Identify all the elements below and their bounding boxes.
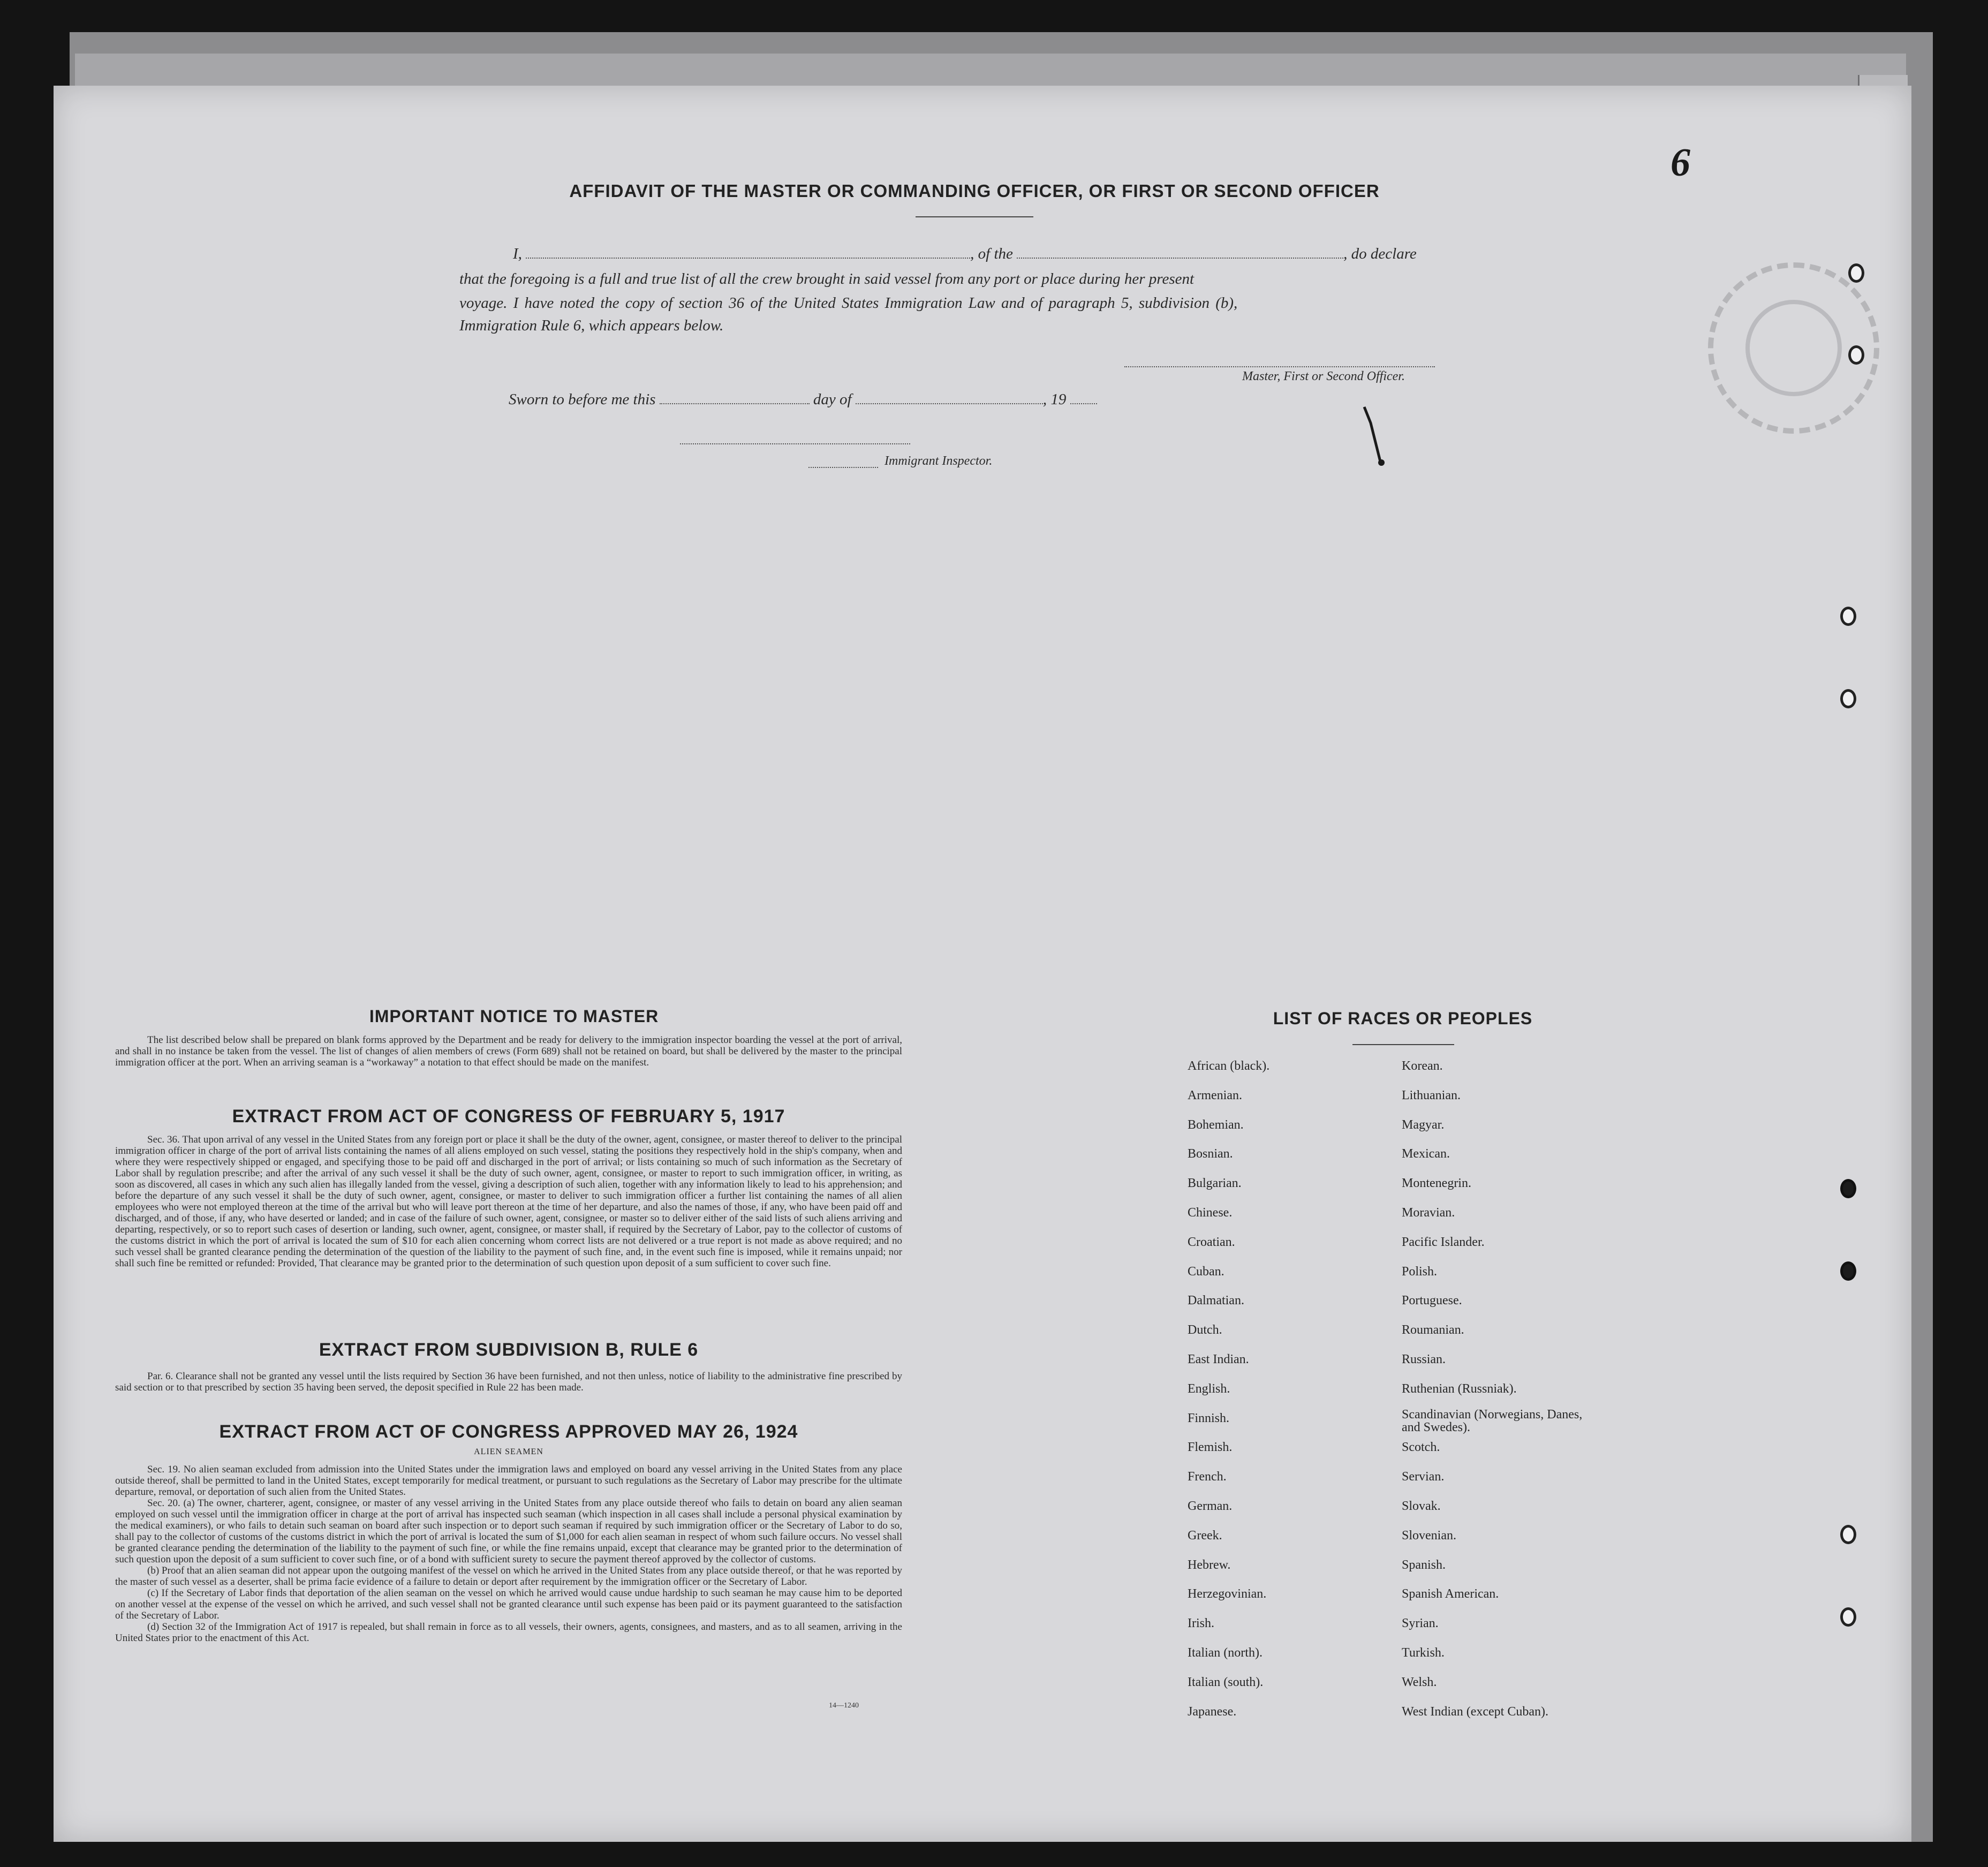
punch-hole-3 [1840,607,1856,626]
of-the-label: , of the [970,245,1013,262]
inspector-signature-line-2 [808,467,878,468]
sec-19-paragraph: Sec. 19. No alien seaman excluded from admission into the United States under the immigration laws and employed on board any vessel arriving in the United States from any place outside thereof, shall be permitted to land in the United States, except temporarily for medical treatment, or pursuant to such regulations as the Secretary of Labor may prescribe for the ultimate departure, removal, or deportation of such alien from the United States. [115,1464,902,1498]
race-item-col2-7: Pacific Islander. [1402,1235,1485,1249]
sec-20c-paragraph: (c) If the Secretary of Labor finds that deportation of the alien seaman on the vessel on which he arrived would cause undue hardship to such seaman he may cause him to be deported on another vessel at the expense of the vessel on which he arrived, and such vessel shall not be granted clearance until such expense has been paid or its payment guaranteed to the satisfaction of the Secretary of Labor. [115,1588,902,1621]
race-item-col2-14: Scotch. [1402,1440,1440,1455]
extract-rule6-body: Par. 6. Clearance shall not be granted any vessel until the lists required by Section 36 have been furnished, and not then unless, notice of liability to the administrative fine prescribed by said section or to that prescribed by section 35 having been served, the deposit specified in Rule 22 has been made. [115,1371,902,1393]
races-title-rule [1352,1044,1454,1045]
race-item-col1-10: Dutch. [1188,1323,1222,1337]
sworn-line [509,391,1097,409]
master-signature-label: Master, First or Second Officer. [1242,369,1405,383]
handwritten-stroke [1355,402,1397,471]
race-item-col1-23: Japanese. [1188,1704,1237,1719]
race-item-col1-9: Dalmatian. [1188,1294,1244,1308]
affidavit-line-1 [513,245,1417,263]
race-item-col2-11: Russian. [1402,1352,1446,1366]
race-item-col1-4: Bosnian. [1188,1147,1233,1161]
race-item-col1-20: Irish. [1188,1616,1214,1631]
alien-seamen-subtitle: ALIEN SEAMEN [474,1447,543,1456]
affidavit-title-rule [916,216,1033,217]
race-item-col1-13: Finnish. [1188,1411,1230,1425]
race-item-col1-18: Hebrew. [1188,1558,1231,1572]
form-number: 14—1240 [829,1702,859,1710]
day-of-label: day of [813,391,852,408]
race-item-col1-8: Cuban. [1188,1264,1224,1279]
race-item-col1-19: Herzegovinian. [1188,1587,1267,1601]
extract-1924-title: EXTRACT FROM ACT OF CONGRESS APPROVED MAY 26, 1924 [219,1422,798,1442]
race-item-col2-9: Portuguese. [1402,1294,1462,1308]
vessel-blank[interactable] [1017,258,1343,259]
year-label: , 19 [1042,391,1067,408]
race-item-col2-4: Mexican. [1402,1147,1450,1161]
race-item-col1-1: African (black). [1188,1059,1270,1073]
race-item-col2-10: Roumanian. [1402,1323,1464,1337]
race-item-col1-14: Flemish. [1188,1440,1233,1455]
race-item-col2-6: Moravian. [1402,1206,1455,1220]
punch-hole-4 [1840,689,1856,708]
inspector-label: Immigrant Inspector. [885,454,993,468]
race-item-col2-18: Spanish. [1402,1558,1446,1572]
race-item-col2-1: Korean. [1402,1059,1443,1073]
affidavit-line-4: Immigration Rule 6, which appears below. [459,317,724,334]
race-item-col2-20: Syrian. [1402,1616,1439,1631]
race-item-col2-17: Slovenian. [1402,1528,1456,1543]
race-item-col2-8: Polish. [1402,1264,1438,1279]
race-item-col1-22: Italian (south). [1188,1675,1264,1689]
sec-20a-paragraph: Sec. 20. (a) The owner, charterer, agent, consignee, or master of any vessel arriving in the United States from any place outside thereof who fails to detain on board any alien seaman employed on such vessel until the immigration officer in charge at the port of arrival has inspected such seaman (which inspection in all cases shall include a personal physical examination by the medical examiners), or who fails to detain such seaman on board after such inspection or to deport such seaman if required by such immigration officer or the Secretary of Labor to do so, shall pay to the collector of customs of the customs district in which the port of arrival is located the sum of $1,000 for each alien seaman in respect of whom such failure occurs. No vessel shall be granted clearance pending the determination of the liability to the payment of such fine, or while the fine remains unpaid, except that clearance may be granted prior to the determination of such question upon the deposit of a sum sufficient to cover such fine, or of a bond with sufficient surety to secure the payment thereof approved by the collector of customs. [115,1498,902,1565]
race-item-col2-19: Spanish American. [1402,1587,1499,1601]
sworn-month-blank[interactable] [856,403,1043,404]
race-item-col1-21: Italian (north). [1188,1646,1263,1660]
races-title: LIST OF RACES OR PEOPLES [1273,1009,1533,1028]
race-item-col1-2: Armenian. [1188,1088,1242,1102]
extract-1917-title: EXTRACT FROM ACT OF CONGRESS OF FEBRUARY 5, 1917 [232,1106,785,1127]
handwritten-page-number: 6 [1670,141,1690,185]
sworn-label: Sworn to before me this [509,391,656,408]
race-item-col2-23: West Indian (except Cuban). [1402,1704,1548,1719]
extract-1924-body [115,1464,902,1644]
do-declare-label: , do declare [1343,245,1417,262]
sec-20d-paragraph: (d) Section 32 of the Immigration Act of 1917 is repealed, but shall remain in force as to all vessels, their owners, agents, consignees, and masters, and as to all seamen, arriving in the United States prior to the enactment of this Act. [115,1621,902,1644]
race-item-col2-3: Magyar. [1402,1117,1445,1132]
race-item-col1-12: English. [1188,1381,1230,1396]
extract-rule6-title: EXTRACT FROM SUBDIVISION B, RULE 6 [319,1340,699,1360]
race-item-col2-2: Lithuanian. [1402,1088,1461,1102]
extract-1917-body: Sec. 36. That upon arrival of any vessel in the United States from any foreign port or place it shall be the duty of the owner, agent, consignee, or master thereof to deliver to the principal immigration officer in charge of the port of arrival lists containing the names of all aliens employed on such vessel, stating the positions they respectively hold in the ship's company, when and where they were respectively shipped or engaged, and specifying those to be paid off and discharged in the port of arrival; or lists containing so much of such information as the Secretary of Labor shall by regulation prescribe; and after the arrival of any such vessel it shall be the duty of such owner, agent, consignee, or master to report to such immigration officer, in writing, as soon as discovered, all cases in which any such alien has illegally landed from the vessel, giving a description of such alien, together with any information likely to lead to his apprehension; and before the departure of any such vessel it shall be the duty of such owner, agent, consignee, or master to deliver to such immigration officer a further list containing the names of all alien employees who were not employed thereon at the time of the arrival but who will leave port thereon at the time of her departure, and also the names of those, if any, who have been paid off and discharged, and of those, if any, who have deserted or landed; and in case of the failure of such owner, agent, consignee, or master so to deliver either of the said lists of such aliens arriving and departing, respectively, or so to report such cases of desertion or landing, such owner, agent, consignee, or master shall, if required by the Secretary of Labor, pay to the collector of customs of the customs district in which the port of arrival is located the sum of $10 for each alien concerning whom correct lists are not delivered or a true report is not made as above required; and no such vessel shall be granted clearance pending the determination of the question of the liability to the payment of such fine, and, in the event such fine is imposed, while it remains unpaid; nor shall such fine be remitted or refunded: Provided, That clearance may be granted prior to the determination of such question upon deposit of a sum sufficient to cover such fine. [115,1134,902,1269]
race-item-col1-11: East Indian. [1188,1352,1249,1366]
punch-hole-8 [1840,1607,1856,1627]
seal-center [1745,300,1842,396]
sec-20b-paragraph: (b) Proof that an alien seaman did not appear upon the outgoing manifest of the vessel on which he arrived in the United States from any place outside thereof, or that he was reported by the master of such vessel as a deserter, shall be prima facie evidence of a failure to detain or deport after requirement by the immigration officer or the Secretary of Labor. [115,1565,902,1588]
notice-title: IMPORTANT NOTICE TO MASTER [369,1007,659,1026]
race-item-col1-5: Bulgarian. [1188,1176,1242,1191]
punch-hole-7 [1840,1525,1856,1544]
race-item-col2-5: Montenegrin. [1402,1176,1471,1191]
race-item-col2-15: Servian. [1402,1470,1445,1484]
race-item-col1-16: German. [1188,1499,1233,1513]
notice-body: The list described below shall be prepared on blank forms approved by the Department and be ready for delivery to the immigration inspector boarding the vessel at the port of arrival, and shall in no instance be taken from the vessel. The list of changes of alien members of crews (Form 689) shall not be retained on board, but shall be delivered by the master to the principal immigration officer at the port. When an arriving seaman is a “workaway” a notation to that effect should be made on the manifest. [115,1034,902,1068]
punch-hole-5 [1840,1179,1856,1198]
name-blank[interactable] [526,258,970,259]
punch-hole-6 [1840,1261,1856,1281]
race-item-col2-12: Ruthenian (Russniak). [1402,1381,1517,1396]
race-item-col1-3: Bohemian. [1188,1117,1244,1132]
sworn-year-blank[interactable] [1070,403,1097,404]
inspector-signature-line[interactable] [680,443,910,444]
race-item-col2-22: Welsh. [1402,1675,1437,1689]
affidavit-line-2: that the foregoing is a full and true list of all the crew brought in said vessel from any port or place during her present [459,270,1195,288]
race-item-col2-21: Turkish. [1402,1646,1445,1660]
race-item-col1-6: Chinese. [1188,1206,1233,1220]
race-item-col1-15: French. [1188,1470,1227,1484]
race-item-col2-16: Slovak. [1402,1499,1441,1513]
punch-hole-2 [1848,345,1864,365]
race-item-col1-17: Greek. [1188,1528,1222,1543]
punch-hole-1 [1848,263,1864,283]
race-item-col1-7: Croatian. [1188,1235,1235,1249]
affidavit-line-3: voyage. I have noted the copy of section 36 of the United States Immigration Law and of paragraph 5, subdivision (b), [459,294,1238,312]
affidavit-i-label: I, [513,245,522,262]
sworn-day-blank[interactable] [660,403,810,404]
master-signature-line[interactable] [1124,366,1435,367]
affidavit-title: AFFIDAVIT OF THE MASTER OR COMMANDING OFFICER, OR FIRST OR SECOND OFFICER [569,181,1380,201]
race-item-col2-13: Scandinavian (Norwegians, Danes, and Swedes). [1402,1407,1583,1434]
